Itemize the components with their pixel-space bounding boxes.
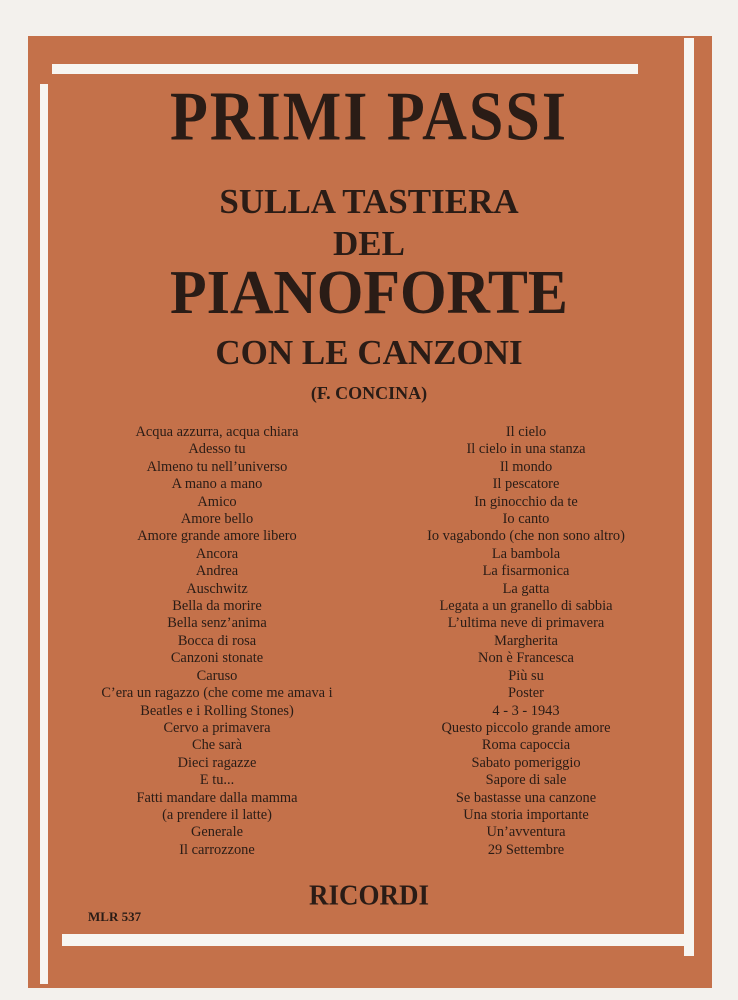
cover-subtitle-line-3: PIANOFORTE	[170, 257, 568, 327]
song-title: L’ultima neve di primavera	[447, 615, 605, 632]
song-title: Poster	[508, 685, 544, 702]
song-title: Caruso	[196, 667, 238, 684]
song-title: Bella da morire	[172, 598, 262, 615]
song-title: Il pescatore	[492, 476, 560, 493]
song-title: Il carrozzone	[179, 841, 255, 858]
song-title: Io canto	[502, 511, 550, 528]
cover-subtitle-line-1: SULLA TASTIERA	[219, 182, 519, 221]
song-title: Che sarà	[192, 737, 242, 754]
song-title: Roma capoccia	[481, 737, 571, 754]
catalog-number: MLR 537	[88, 909, 142, 924]
song-title: Cervo a primavera	[163, 719, 271, 736]
song-title: In ginocchio da te	[474, 493, 578, 510]
cover-subtitle-line-2: DEL	[333, 224, 405, 263]
song-title: C’era un ragazzo (che come me amava i	[101, 685, 333, 702]
song-title: Bella senz’anima	[167, 615, 267, 632]
song-title: Il cielo	[505, 424, 547, 440]
song-title: Amore bello	[180, 511, 254, 528]
song-title: Margherita	[494, 632, 558, 649]
song-title: Adesso tu	[188, 441, 246, 458]
song-title: La gatta	[502, 580, 550, 597]
decorative-stripe-bottom	[62, 934, 694, 946]
cover-subtitle-line-4: CON LE CANZONI	[215, 333, 523, 372]
decorative-stripe-right	[684, 38, 694, 956]
song-title: 4 - 3 - 1943	[492, 702, 560, 719]
song-title: Andrea	[195, 563, 239, 580]
song-title: La fisarmonica	[482, 563, 570, 580]
song-title: 29 Settembre	[487, 841, 565, 858]
song-title: Legata a un granello di sabbia	[439, 598, 613, 615]
song-title: Non è Francesca	[478, 650, 574, 667]
song-title: Bocca di rosa	[177, 632, 257, 649]
song-title: Più su	[508, 667, 544, 684]
song-title: Almeno tu nell’universo	[146, 458, 288, 475]
song-title: Amico	[197, 493, 237, 510]
song-title: Acqua azzurra, acqua chiara	[135, 424, 299, 440]
song-title: Questo piccolo grande amore	[441, 719, 611, 736]
song-title: Auschwitz	[186, 580, 248, 597]
song-title: Io vagabondo (che non sono altro)	[427, 528, 625, 545]
decorative-stripe-top	[52, 64, 638, 74]
song-list-right	[380, 424, 672, 859]
decorative-stripe-left	[40, 84, 48, 984]
song-title: Dieci ragazze	[177, 754, 257, 771]
song-title: E tu...	[199, 772, 235, 789]
song-title: Amore grande amore libero	[137, 528, 297, 545]
song-title: Una storia importante	[463, 806, 589, 823]
cover-title: PRIMI PASSI	[169, 78, 569, 156]
cover-author: (F. CONCINA)	[310, 383, 428, 403]
publisher-name: RICORDI	[308, 879, 429, 911]
song-title: La bambola	[491, 545, 561, 562]
song-title: Un’avventura	[486, 824, 566, 841]
song-title: Beatles e i Rolling Stones)	[140, 702, 294, 719]
song-title: A mano a mano	[171, 476, 263, 493]
song-title: Fatti mandare dalla mamma	[136, 789, 298, 806]
song-title: Sabato pomeriggio	[471, 754, 581, 771]
song-title: Il mondo	[499, 458, 553, 475]
song-title: Canzoni stonate	[170, 650, 264, 667]
song-title: Ancora	[195, 545, 239, 562]
song-title: Generale	[191, 824, 243, 841]
song-title: Se bastasse una canzone	[455, 789, 597, 806]
song-list-left	[86, 424, 348, 859]
song-title: (a prendere il latte)	[162, 806, 272, 823]
song-title: Il cielo in una stanza	[466, 441, 586, 458]
song-title: Sapore di sale	[485, 772, 567, 789]
